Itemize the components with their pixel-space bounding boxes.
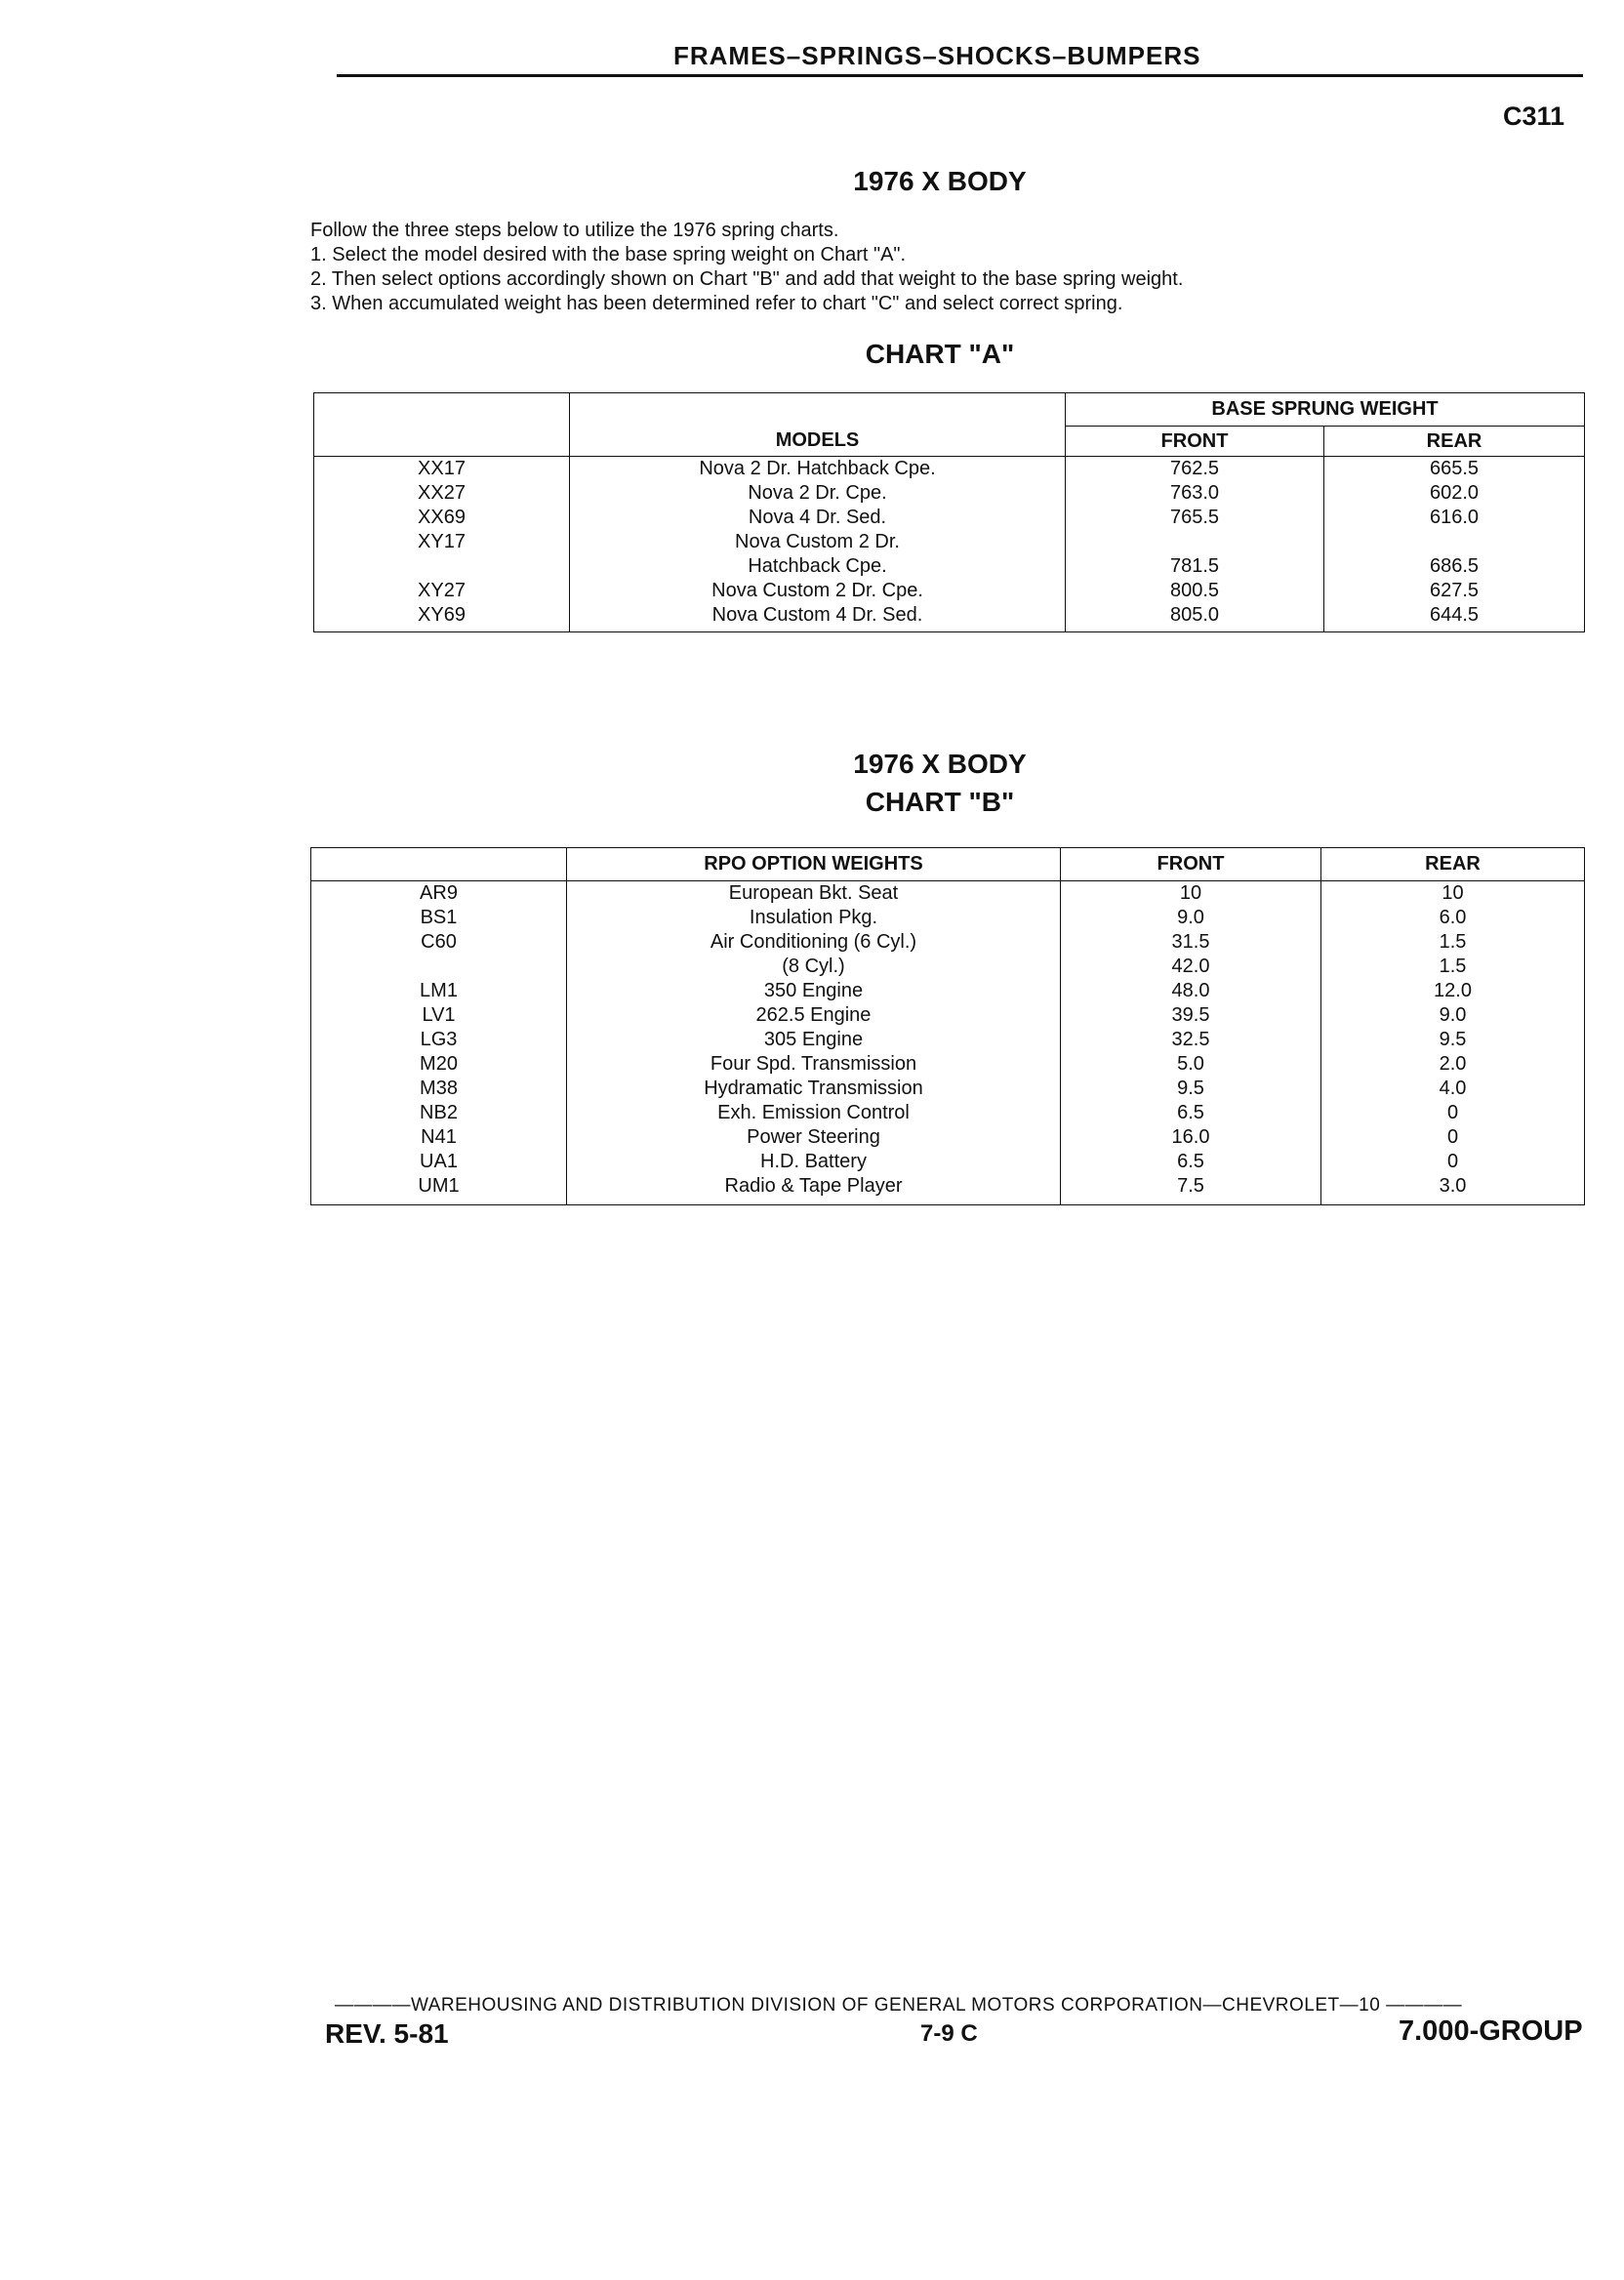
cell-code: C60 <box>311 930 567 955</box>
cell-code: LG3 <box>311 1028 567 1052</box>
cell-front <box>1066 530 1324 554</box>
cell-front: 48.0 <box>1061 979 1321 1003</box>
chart-b-row <box>311 979 1585 1003</box>
cell-option: H.D. Battery <box>567 1150 1061 1174</box>
chart-a-row <box>314 481 1585 506</box>
cell-rear: 644.5 <box>1324 603 1585 628</box>
cell-code: XY17 <box>314 530 570 554</box>
chart-a-row <box>314 530 1585 554</box>
cell-rear: 12.0 <box>1321 979 1585 1003</box>
cell-front: 39.5 <box>1061 1003 1321 1028</box>
cell-front: 6.5 <box>1061 1150 1321 1174</box>
cell-option: 305 Engine <box>567 1028 1061 1052</box>
chart-b-table <box>310 847 1585 1205</box>
intro-step-2: 2. Then select options accordingly shown on Chart "B" and add that weight to the base spring weight. <box>310 268 1184 290</box>
cell-option: 262.5 Engine <box>567 1003 1061 1028</box>
chart-b-header-rear: REAR <box>1321 848 1585 881</box>
cell-rear: 665.5 <box>1324 457 1585 482</box>
cell-front: 765.5 <box>1066 506 1324 530</box>
cell-code: UA1 <box>311 1150 567 1174</box>
cell-code: BS1 <box>311 906 567 930</box>
intro-step-3: 3. When accumulated weight has been determined refer to chart "C" and select correct spring. <box>310 293 1123 314</box>
section-title-1: 1976 X BODY <box>853 166 1027 196</box>
chart-a-row <box>314 506 1585 530</box>
cell-rear: 0 <box>1321 1150 1585 1174</box>
cell-option: Exh. Emission Control <box>567 1101 1061 1125</box>
cell-rear: 616.0 <box>1324 506 1585 530</box>
cell-model: Nova 4 Dr. Sed. <box>570 506 1066 530</box>
chart-a-header-front: FRONT <box>1066 427 1324 457</box>
cell-option: European Bkt. Seat <box>567 881 1061 907</box>
cell-rear: 686.5 <box>1324 554 1585 579</box>
cell-option: (8 Cyl.) <box>567 955 1061 979</box>
cell-code: UM1 <box>311 1174 567 1199</box>
chart-a-group-header: BASE SPRUNG WEIGHT <box>1066 393 1585 427</box>
cell-model: Nova Custom 2 Dr. <box>570 530 1066 554</box>
footer-division-line: ————WAREHOUSING AND DISTRIBUTION DIVISION OF GENERAL MOTORS CORPORATION—CHEVROLET—10 ———— <box>335 1995 1463 2015</box>
chart-a-row <box>314 603 1585 628</box>
chart-b-row <box>311 1125 1585 1150</box>
cell-model: Nova 2 Dr. Hatchback Cpe. <box>570 457 1066 482</box>
cell-rear: 627.5 <box>1324 579 1585 603</box>
cell-option: Four Spd. Transmission <box>567 1052 1061 1077</box>
cell-option: Power Steering <box>567 1125 1061 1150</box>
cell-rear: 0 <box>1321 1125 1585 1150</box>
chart-b-row <box>311 881 1585 907</box>
page-code: C311 <box>1503 102 1565 131</box>
cell-code: M20 <box>311 1052 567 1077</box>
chart-b-row <box>311 1150 1585 1174</box>
cell-rear: 1.5 <box>1321 930 1585 955</box>
cell-code: AR9 <box>311 881 567 907</box>
cell-front: 31.5 <box>1061 930 1321 955</box>
cell-code: XX27 <box>314 481 570 506</box>
cell-rear: 1.5 <box>1321 955 1585 979</box>
cell-front: 16.0 <box>1061 1125 1321 1150</box>
intro-step-1: 1. Select the model desired with the base spring weight on Chart "A". <box>310 244 907 265</box>
cell-model: Nova 2 Dr. Cpe. <box>570 481 1066 506</box>
footer-page-number: 7-9 C <box>920 2020 978 2047</box>
cell-rear: 9.5 <box>1321 1028 1585 1052</box>
chart-b-title: CHART "B" <box>865 787 1015 817</box>
cell-code: LM1 <box>311 979 567 1003</box>
cell-front: 762.5 <box>1066 457 1324 482</box>
chart-b-header-options: RPO OPTION WEIGHTS <box>567 848 1061 881</box>
cell-code: NB2 <box>311 1101 567 1125</box>
page-header-title: FRAMES–SPRINGS–SHOCKS–BUMPERS <box>673 41 1201 70</box>
cell-option: Insulation Pkg. <box>567 906 1061 930</box>
footer-group: 7.000-GROUP <box>1399 2015 1583 2047</box>
chart-b-row <box>311 930 1585 955</box>
chart-a-row <box>314 579 1585 603</box>
header-rule <box>337 74 1583 77</box>
cell-code: M38 <box>311 1077 567 1101</box>
chart-b-row <box>311 1077 1585 1101</box>
cell-rear: 10 <box>1321 881 1585 907</box>
chart-b-row <box>311 1003 1585 1028</box>
section-title-2: 1976 X BODY <box>853 749 1027 779</box>
cell-model: Nova Custom 2 Dr. Cpe. <box>570 579 1066 603</box>
cell-front: 5.0 <box>1061 1052 1321 1077</box>
cell-front: 800.5 <box>1066 579 1324 603</box>
chart-b-row <box>311 1101 1585 1125</box>
cell-code <box>311 955 567 979</box>
footer-revision: REV. 5-81 <box>325 2018 449 2049</box>
cell-rear <box>1324 530 1585 554</box>
chart-b-row <box>311 906 1585 930</box>
intro-lead: Follow the three steps below to utilize the 1976 spring charts. <box>310 220 839 241</box>
cell-code: XX69 <box>314 506 570 530</box>
cell-rear: 602.0 <box>1324 481 1585 506</box>
chart-b-row <box>311 955 1585 979</box>
chart-a-table <box>313 392 1585 632</box>
chart-a-header-rear: REAR <box>1324 427 1585 457</box>
cell-rear: 4.0 <box>1321 1077 1585 1101</box>
cell-rear: 6.0 <box>1321 906 1585 930</box>
cell-code: XY69 <box>314 603 570 628</box>
chart-b-row <box>311 1028 1585 1052</box>
intro-instructions <box>310 219 1183 316</box>
chart-b-row <box>311 1052 1585 1077</box>
cell-front: 781.5 <box>1066 554 1324 579</box>
cell-front: 6.5 <box>1061 1101 1321 1125</box>
cell-option: Air Conditioning (6 Cyl.) <box>567 930 1061 955</box>
cell-front: 42.0 <box>1061 955 1321 979</box>
cell-option: Radio & Tape Player <box>567 1174 1061 1199</box>
cell-front: 7.5 <box>1061 1174 1321 1199</box>
cell-front: 805.0 <box>1066 603 1324 628</box>
chart-a-title: CHART "A" <box>865 339 1015 369</box>
chart-a-row <box>314 554 1585 579</box>
cell-option: Hydramatic Transmission <box>567 1077 1061 1101</box>
cell-option: 350 Engine <box>567 979 1061 1003</box>
cell-rear: 0 <box>1321 1101 1585 1125</box>
chart-a-header-models: MODELS <box>570 427 1066 457</box>
cell-rear: 9.0 <box>1321 1003 1585 1028</box>
cell-model: Nova Custom 4 Dr. Sed. <box>570 603 1066 628</box>
cell-rear: 3.0 <box>1321 1174 1585 1199</box>
cell-model: Hatchback Cpe. <box>570 554 1066 579</box>
cell-front: 763.0 <box>1066 481 1324 506</box>
chart-b-header-front: FRONT <box>1061 848 1321 881</box>
chart-a-row <box>314 457 1585 482</box>
cell-code <box>314 554 570 579</box>
cell-front: 9.5 <box>1061 1077 1321 1101</box>
cell-front: 32.5 <box>1061 1028 1321 1052</box>
cell-rear: 2.0 <box>1321 1052 1585 1077</box>
cell-code: XX17 <box>314 457 570 482</box>
cell-front: 9.0 <box>1061 906 1321 930</box>
chart-b-row <box>311 1174 1585 1199</box>
cell-code: LV1 <box>311 1003 567 1028</box>
cell-code: XY27 <box>314 579 570 603</box>
cell-front: 10 <box>1061 881 1321 907</box>
cell-code: N41 <box>311 1125 567 1150</box>
